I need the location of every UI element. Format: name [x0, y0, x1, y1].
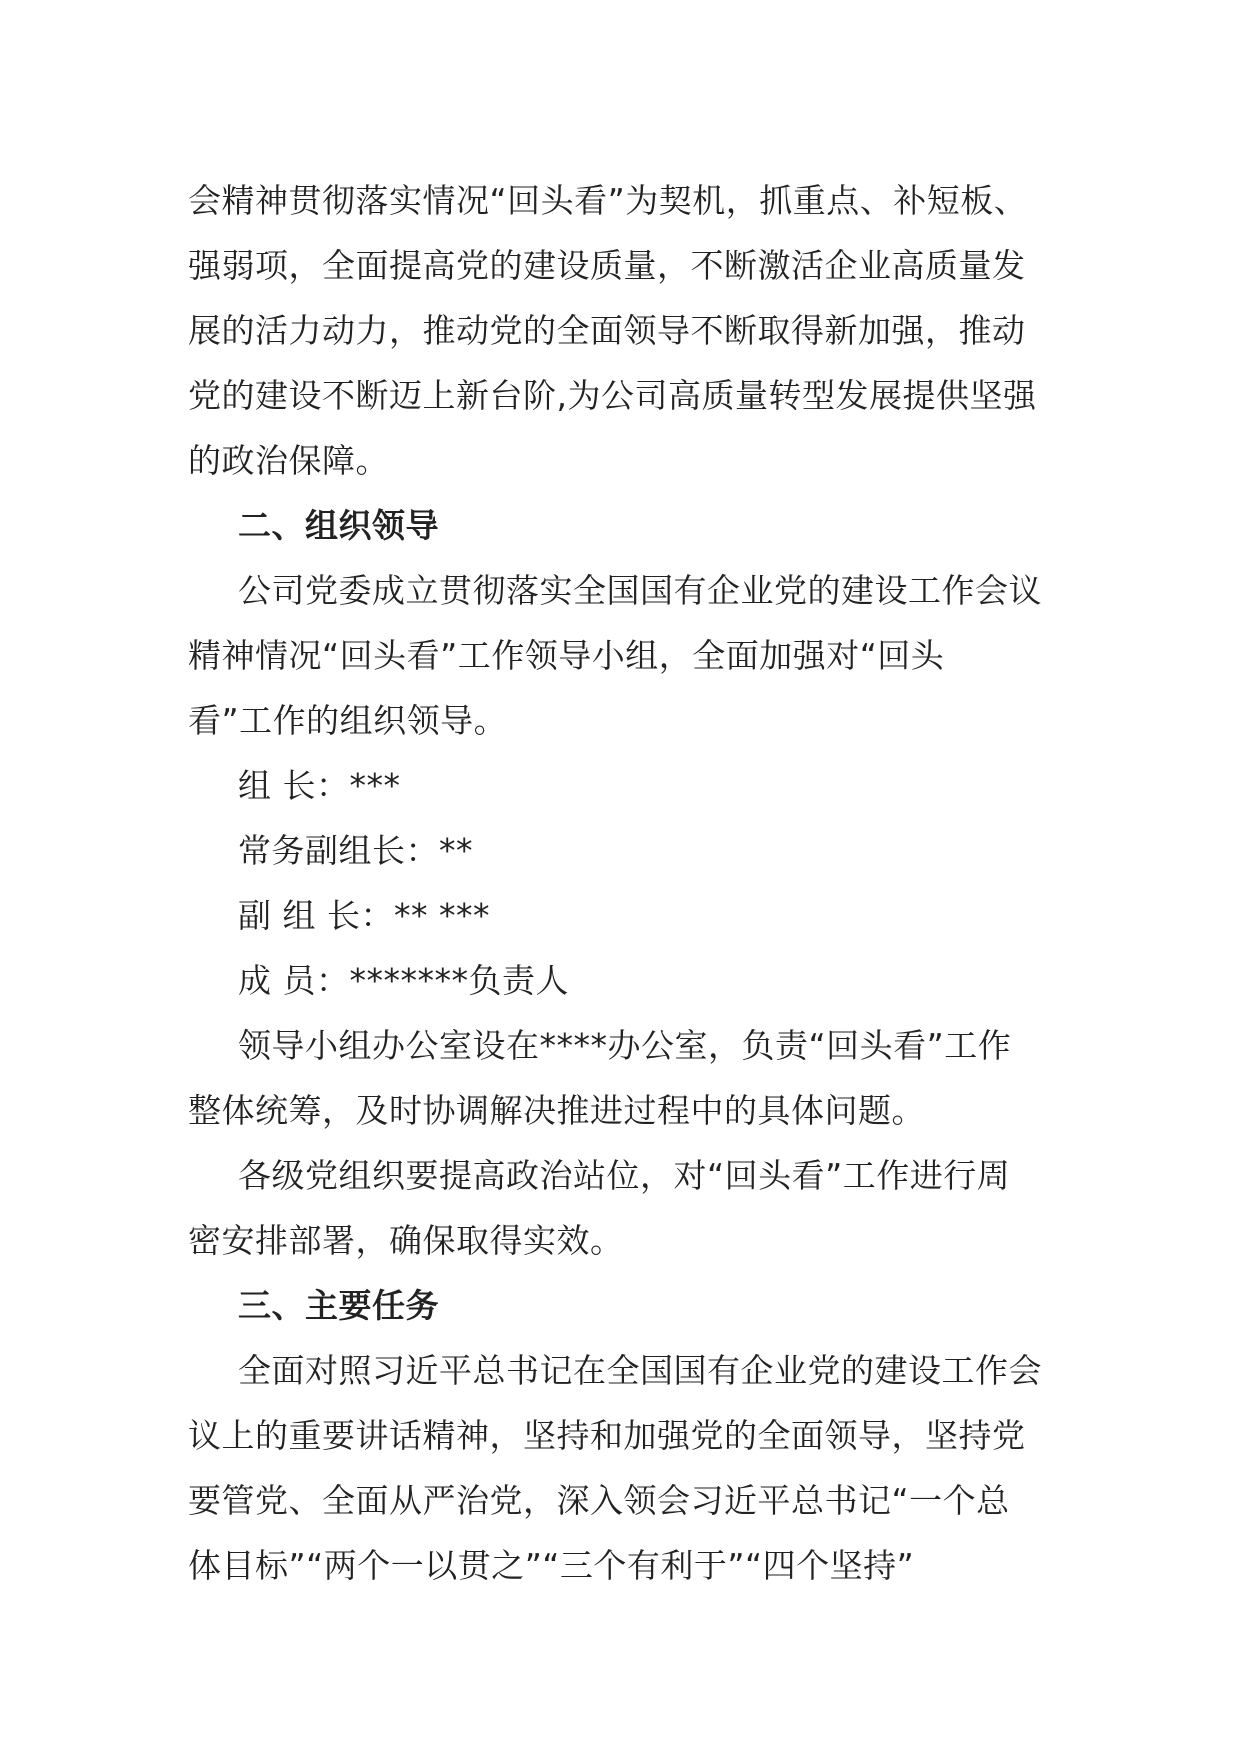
paragraph-line: 看”工作的组织领导。 [188, 701, 508, 740]
document-body [188, 168, 1048, 1598]
paragraph-line: 展的活力动力，推动党的全面领导不断取得新加强，推动 [188, 311, 1026, 350]
paragraph-line: 的政治保障。 [188, 441, 389, 480]
paragraph-line: 公司党委成立贯彻落实全国国有企业党的建设工作会议 [238, 571, 1042, 610]
paragraph-line: 党的建设不断迈上新台阶,为公司高质量转型发展提供坚强 [188, 376, 1037, 415]
paragraph-line: 各级党组织要提高政治站位，对“回头看”工作进行周 [238, 1156, 1011, 1195]
section-heading: 二、组织领导 [238, 506, 439, 545]
member-line: 成 员：*******负责人 [238, 961, 569, 1000]
member-line: 常务副组长：** [238, 831, 473, 870]
member-line: 组 长：*** [238, 766, 401, 805]
section-heading: 三、主要任务 [238, 1286, 439, 1325]
paragraph-line: 体目标”“两个一以贯之”“三个有利于”“四个坚持” [188, 1546, 915, 1585]
paragraph-line: 全面对照习近平总书记在全国国有企业党的建设工作会 [238, 1351, 1042, 1390]
paragraph-line: 议上的重要讲话精神，坚持和加强党的全面领导，坚持党 [188, 1416, 1026, 1455]
paragraph-line: 会精神贯彻落实情况“回头看”为契机，抓重点、补短板、 [188, 181, 1028, 220]
paragraph-line: 精神情况“回头看”工作领导小组，全面加强对“回头 [188, 636, 945, 675]
paragraph-line: 领导小组办公室设在****办公室，负责“回头看”工作 [238, 1026, 1012, 1065]
paragraph-line: 要管党、全面从严治党，深入领会习近平总书记“一个总 [188, 1481, 1010, 1520]
paragraph-line: 强弱项，全面提高党的建设质量，不断激活企业高质量发 [188, 246, 1026, 285]
paragraph-line: 密安排部署，确保取得实效。 [188, 1221, 624, 1260]
paragraph-line: 整体统筹，及时协调解决推进过程中的具体问题。 [188, 1091, 925, 1130]
member-line: 副 组 长：** *** [238, 896, 490, 935]
